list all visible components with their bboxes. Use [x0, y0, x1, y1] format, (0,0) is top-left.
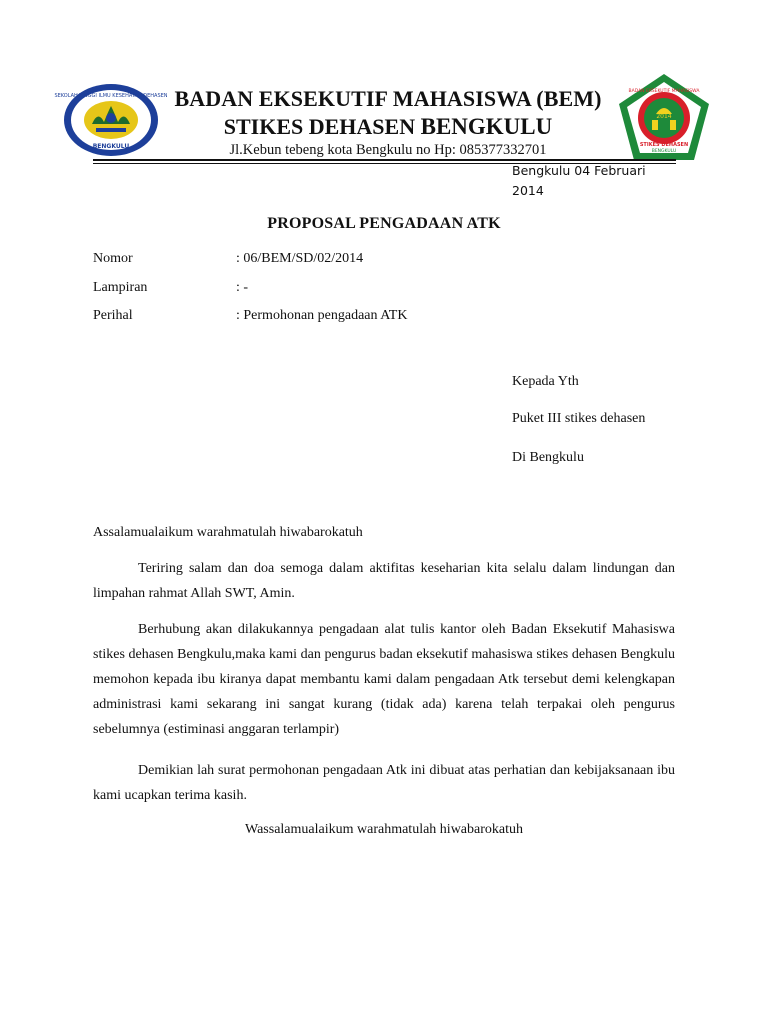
date-line-2: 2014: [512, 183, 544, 198]
letterhead-subtitle-a: STIKES DEHASEN: [223, 114, 421, 139]
meta-value-nomor: : 06/BEM/SD/02/2014: [236, 251, 364, 266]
logo-right-year: 2014: [656, 113, 672, 120]
letterhead-title: BADAN EKSEKUTIF MAHASISWA (BEM): [174, 86, 602, 111]
paragraph-3: Demikian lah surat permohonan pengadaan Atk ini dibuat atas perhatian dan kebijaksanaan ibu kami ucapkan terima kasih.: [93, 763, 675, 803]
logo-right-bottom: STIKES DEHASEN: [639, 142, 689, 148]
letterhead-subtitle-b: BENGKULU: [420, 114, 553, 139]
logo-right-city: BENGKULU: [651, 149, 677, 154]
recipient-line-3: Di Bengkulu: [512, 450, 584, 465]
recipient-line-1: Kepada Yth: [512, 374, 579, 389]
meta-label-nomor: Nomor: [93, 251, 133, 266]
meta-value-lampiran: : -: [236, 280, 249, 295]
letterhead-address: Jl.Kebun tebeng kota Bengkulu no Hp: 085377332701: [229, 142, 547, 158]
meta-value-perihal: : Permohonan pengadaan ATK: [236, 308, 408, 323]
logo-right-text: BADAN EKSEKUTIF MAHASISWA: [628, 89, 700, 94]
meta-label-lampiran: Lampiran: [93, 280, 148, 295]
recipient-line-2: Puket III stikes dehasen: [512, 411, 646, 426]
paragraph-1: Teriring salam dan doa semoga dalam aktifitas keseharian kita selalu dalam lindungan dan limpahan rahmat Allah SWT, Amin.: [93, 561, 675, 601]
logo-left-city: BENGKULU: [92, 143, 130, 150]
date-line-1: Bengkulu 04 Februari: [512, 163, 646, 178]
stikes-logo: [54, 82, 168, 158]
greeting: Assalamualaikum warahmatulah hiwabarokatuh: [93, 525, 363, 540]
closing: Wassalamualaikum warahmatulah hiwabarokatuh: [245, 822, 523, 837]
bem-logo: [616, 72, 712, 164]
letter-date: [512, 161, 682, 201]
paragraph-2: Berhubung akan dilakukannya pengadaan alat tulis kantor oleh Badan Eksekutif Mahasiswa stikes dehasen Bengkulu,maka kami dan pengurus badan eksekutif mahasiswa stikes dehasen Bengkulu memohon kepada ibu kiranya dapat membantu kami dalam pengadaan Atk tersebut demi kelengkapan administrasi kami sekarang ini sangat kurang (tidak ada) karena telah terpakai oleh pengurus sebelumnya (estiminasi anggaran terlampir): [93, 622, 675, 737]
letterhead-subtitle: [162, 114, 614, 140]
document-title: PROPOSAL PENGADAAN ATK: [267, 215, 501, 232]
logo-left-text: SEKOLAH TINGGI ILMU KESEHATAN DEHASEN: [54, 93, 168, 99]
meta-label-perihal: Perihal: [93, 308, 133, 323]
